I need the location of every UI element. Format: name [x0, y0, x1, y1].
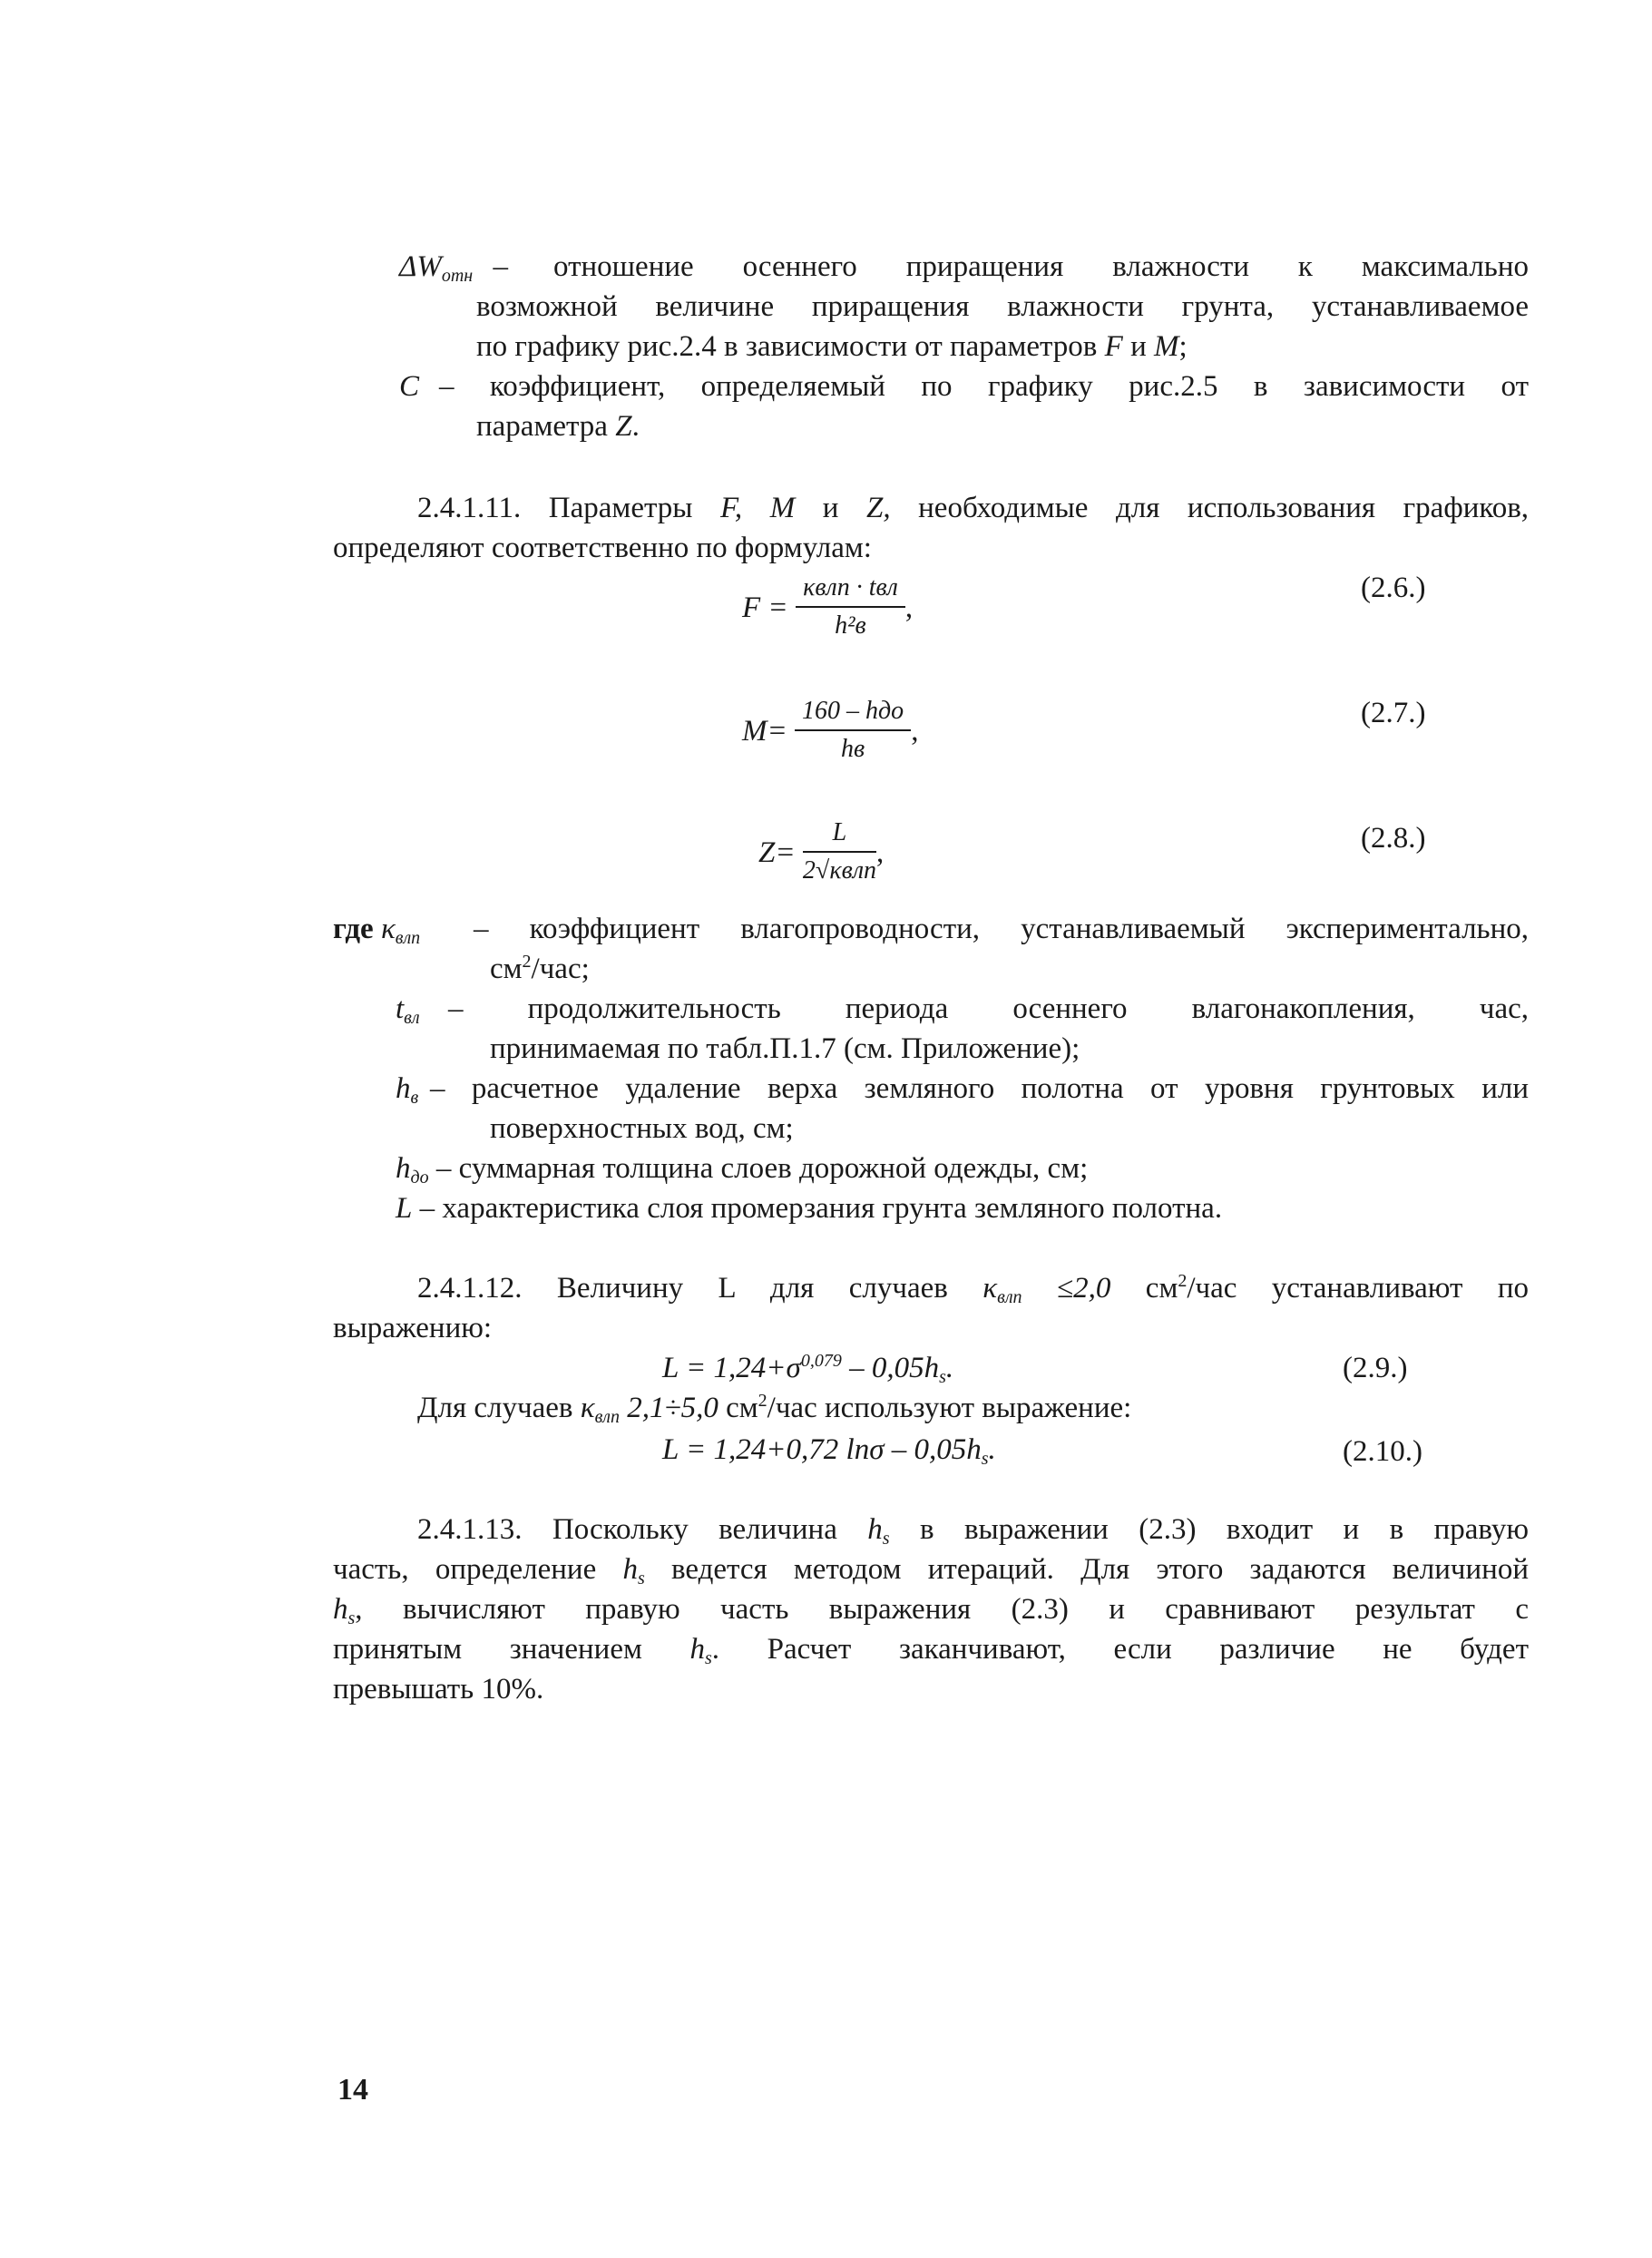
def-hv-line2: поверхностных вод, см; — [490, 1112, 794, 1145]
page-number: 14 — [337, 2073, 368, 2106]
def-k-line1: – коэффициент влагопроводности, устанавливаемый экспериментально, — [474, 913, 1529, 945]
def-k-symbol: κ — [380, 913, 396, 945]
eq-2-7-numerator: 160 – hдо — [795, 695, 911, 731]
eq-2-7-fraction — [795, 695, 911, 767]
equation-2-10: L = 1,24+0,72 lnσ – $0,05h_s$. — [662, 1433, 996, 1469]
def-hdo-symbol: h — [396, 1152, 411, 1185]
def-t-line1: – продолжительность периода осеннего влагонакопления, час, — [448, 992, 1529, 1025]
eq-2-8-fraction — [803, 816, 876, 889]
equation-2-6: F = $\frac{\text{κвлп · tвл}}{\text{h²в}}$ , — [742, 572, 913, 644]
eq-2-9-number: (2.9.) — [1343, 1352, 1408, 1384]
def-dw-line1: отношение осеннего приращения влажности к максимально — [553, 250, 1529, 283]
eq-2-7-denominator: hв — [841, 735, 865, 763]
def-t-line2: принимаемая по табл.П.1.7 (см. Приложение); — [490, 1032, 1080, 1065]
para-2411-line1: 2.4.1.11. Параметры F, M и Z, необходимые для использования графиков, — [417, 492, 1530, 524]
eq-2-8-numerator: L — [803, 816, 876, 853]
def-c-symbol: C — [399, 370, 420, 403]
eq-2-7-number: (2.7.) — [1361, 697, 1426, 729]
eq-2-6-numerator: κвлп · tвл — [796, 572, 905, 608]
para-2413-line2: часть, определение $h_s$ ведется методом итераций. Для этого задаются величиной — [333, 1553, 1530, 1588]
def-dw-line3: по графику рис.2.4 в зависимости от параметров F и M; — [476, 330, 1188, 363]
eq-2-6-number: (2.6.) — [1361, 572, 1426, 604]
para-2413-line5: превышать 10%. — [333, 1673, 544, 1706]
para-2413-line1: 2.4.1.13. Поскольку величина $h_s$ в выражении (2.3) входит и в правую — [417, 1513, 1529, 1549]
para-2412-line1: 2.4.1.12. Величину L для случаев $\kappa_{влп} \le 2,0$ $см^2$/час устанавливают по — [417, 1271, 1530, 1307]
para-2411-line2: определяют соответственно по формулам: — [333, 532, 872, 564]
def-dw-symbol: $\Delta W_{отн}$ – — [399, 250, 508, 286]
def-t-symbol: t — [396, 992, 405, 1025]
def-k-line2: $см^2$/час; — [490, 952, 590, 985]
def-hv-line1: – расчетное удаление верха земляного полотна от уровня грунтовых или — [430, 1072, 1529, 1105]
eq-2-10-number: (2.10.) — [1343, 1435, 1422, 1468]
def-L — [396, 1188, 1222, 1228]
para-2412-line2: выражению: — [333, 1312, 493, 1344]
def-hdo-line: – суммарная толщина слоев дорожной одежды, см; — [435, 1152, 1089, 1185]
eq-2-6-denominator: h²в — [835, 611, 866, 640]
def-c-line2: параметра Z. — [476, 410, 640, 443]
def-L-symbol: L — [396, 1192, 413, 1225]
eq-2-8-number: (2.8.) — [1361, 822, 1426, 855]
def-c-line1: – коэффициент, определяемый по графику рис.2.5 в зависимости от — [439, 370, 1529, 403]
para-2412-line3: Для случаев $\kappa_{влп}$ 2,1÷5,0 $см^2$/час используют выражение: — [417, 1391, 1132, 1427]
eq-2-7-lhs: M= — [742, 715, 787, 748]
where-label: где — [333, 913, 374, 945]
def-hdo: $h_{до}$ – суммарная толщина слоев дорожной одежды, см; — [396, 1152, 1089, 1188]
eq-2-6-lhs: F = — [742, 591, 788, 624]
para-2413-line3: $h_s$, вычисляют правую часть выражения (2.3) и сравнивают результат с — [333, 1593, 1530, 1628]
def-hv-symbol: h — [396, 1072, 411, 1105]
equation-2-7: M= $\frac{\text{160 – hдо}}{hв}$ , — [742, 695, 918, 767]
def-L-line: – характеристика слоя промерзания грунта земляного полотна. — [419, 1192, 1223, 1225]
equation-2-9: $L = 1,24+\sigma^{0,079} - 0,05h_s$. — [662, 1351, 954, 1387]
eq-2-6-fraction — [796, 572, 905, 644]
eq-2-8-lhs: Z= — [758, 836, 796, 869]
equation-2-8: Z= $\frac{L}{\text{2√κвлп}}$ , — [758, 816, 884, 889]
eq-2-8-denominator: 2√κвлп — [802, 856, 877, 885]
def-dw-line2: возможной величине приращения влажности грунта, устанавливаемое — [476, 290, 1529, 323]
para-2413-line4: принятым значением $h_s$. Расчет заканчивают, если различие не будет — [333, 1633, 1529, 1668]
